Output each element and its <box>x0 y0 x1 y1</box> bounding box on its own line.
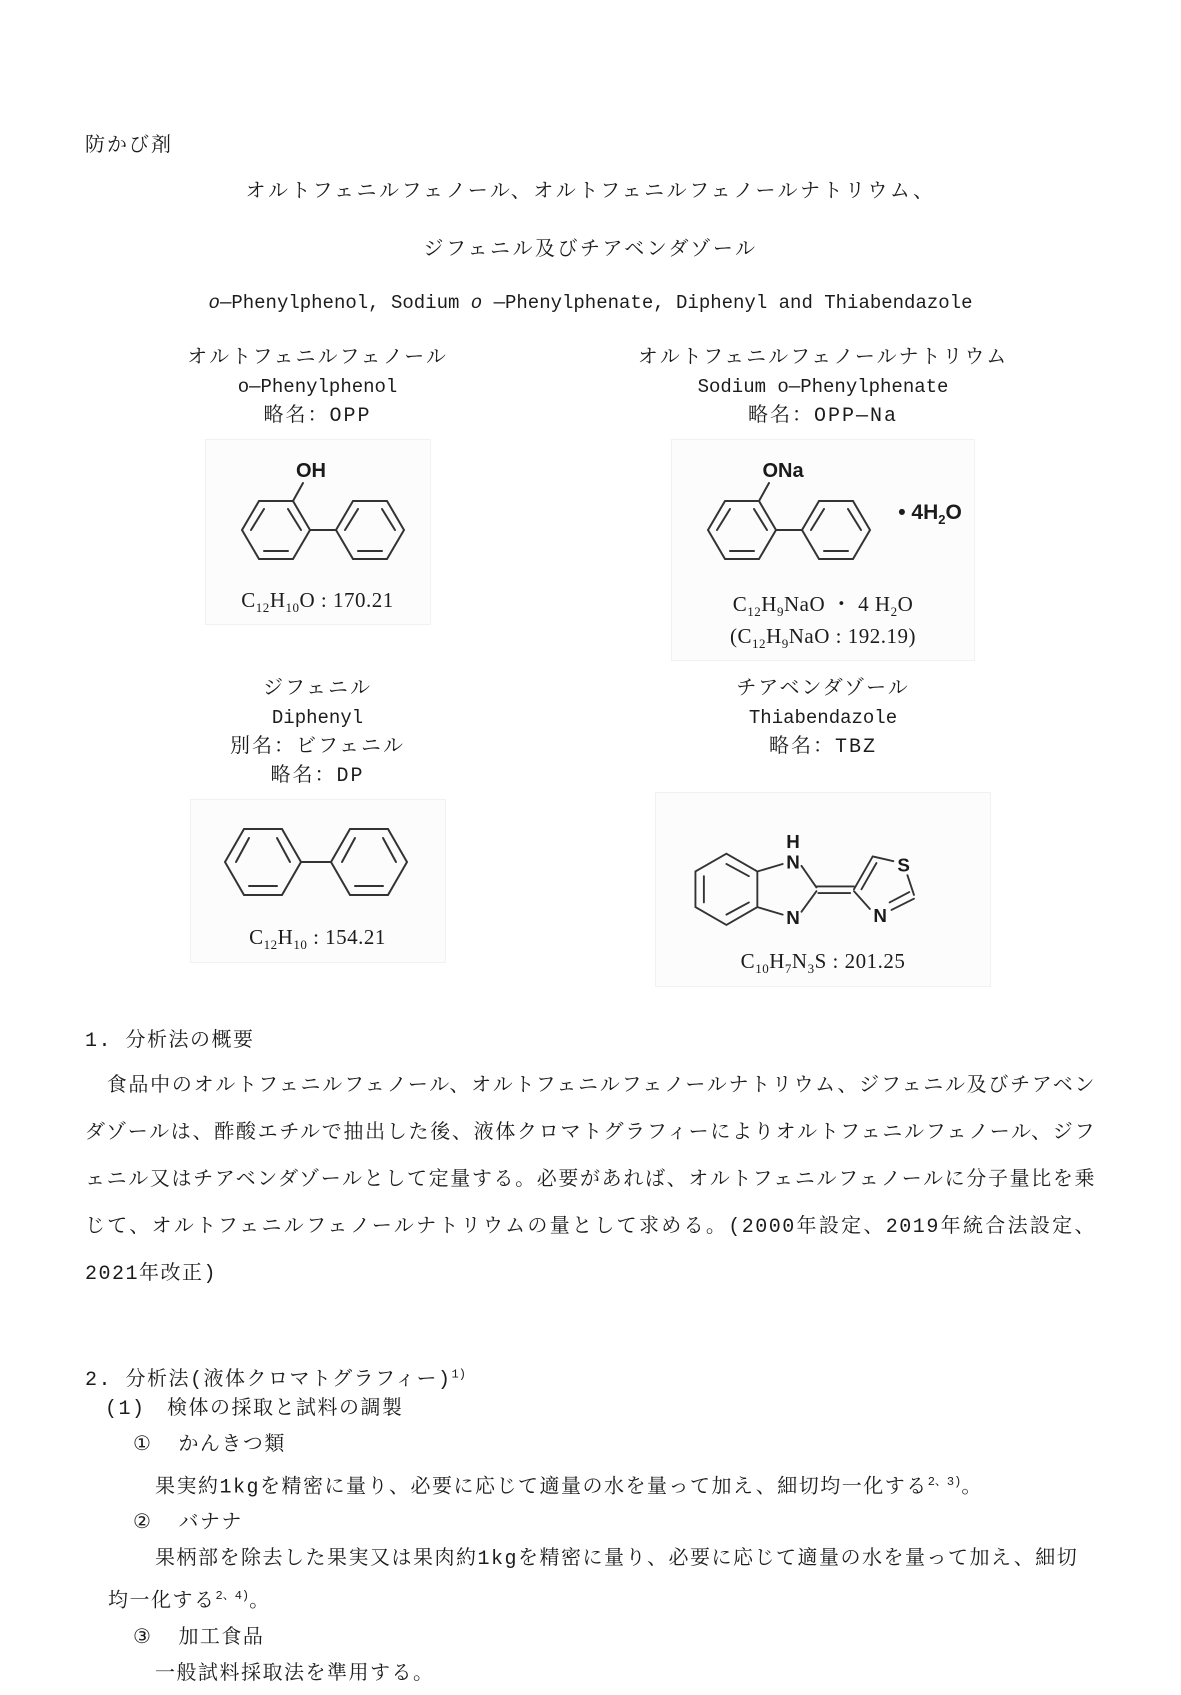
section2-heading <box>85 1362 1096 1392</box>
section1-heading: 1. 分析法の概要 <box>85 1029 255 1053</box>
item-2-head <box>85 1506 1096 1542</box>
ona-atom-label: ONa <box>762 460 804 482</box>
dp-name-ja: ジフェニル <box>263 678 373 702</box>
item-2-body-tail: 。 <box>249 1590 271 1614</box>
item-1-head <box>85 1428 1096 1464</box>
oppna-hydrate-label: • $4H_2O$ <box>898 500 962 528</box>
tbz-name-ja: チアベンダゾール <box>736 678 910 702</box>
compound-oppna <box>550 344 1096 661</box>
tbz-abbr: 略名：TBZ <box>769 736 878 760</box>
opp-structure-diagram <box>218 450 418 578</box>
item-1-body <box>85 1464 1096 1507</box>
compound-row-2 <box>85 675 1096 986</box>
tbz-name-en: Thiabendazole <box>748 707 898 730</box>
item-3-body <box>85 1657 1096 1693</box>
oppna-structure-row <box>684 450 962 578</box>
opp-name-ja: オルトフェニルフェノール <box>187 347 448 370</box>
title-english-part1: —Phenylphenol, Sodium <box>219 292 471 314</box>
item-2-footnote-ref: 2、4) <box>215 1589 250 1604</box>
dp-abbr: 略名：DP <box>270 765 365 789</box>
oppna-formula-hydrate: $C_{12}H_9NaO$ ・ 4 $H_2O$ <box>732 592 914 620</box>
tbz-nh-atom-label: N <box>786 852 800 874</box>
tbz-s-atom-label: S <box>897 854 910 876</box>
oppna-structure-box <box>671 439 975 661</box>
item-1-body-tail: 。 <box>961 1476 983 1500</box>
title-english-o2: o <box>470 292 483 314</box>
opp-formula: $C_{12}H_{10}O$ : 170.21 <box>241 588 394 616</box>
tbz-n-bottom-atom-label: N <box>786 907 800 929</box>
item-2-body <box>85 1542 1096 1621</box>
dp-structure-diagram <box>203 810 433 915</box>
tbz-n-thiazole-atom-label: N <box>873 905 888 927</box>
item-2-marker: ② <box>133 1512 153 1536</box>
item-1-body-text: 果実約1kgを精密に量り、必要に応じて適量の水を量って加え、細切均一化する <box>155 1476 928 1500</box>
item-3-label: 加工食品 <box>178 1626 265 1650</box>
dp-alias: 別名：ビフェニル <box>230 736 406 760</box>
title-english <box>85 292 1096 314</box>
oppna-abbr: 略名：OPP—Na <box>748 405 899 428</box>
dp-structure-box <box>190 799 446 962</box>
tbz-structure-box <box>655 792 991 986</box>
item-3-head <box>85 1621 1096 1657</box>
opp-abbr: 略名：OPP <box>263 405 372 428</box>
dp-formula: $C_{12}H_{10}$ : 154.21 <box>249 925 386 953</box>
item-1-label: かんきつ類 <box>178 1433 286 1457</box>
item-3-marker: ③ <box>133 1626 153 1650</box>
opp-name-en: o—Phenylphenol <box>237 376 398 398</box>
tbz-h-atom-label: H <box>786 831 800 853</box>
tbz-structure-diagram <box>668 803 978 939</box>
title-japanese-line1: オルトフェニルフェノール、オルトフェニルフェノールナトリウム、 <box>245 181 936 204</box>
category-label: 防かび剤 <box>85 135 173 158</box>
compound-tbz <box>550 675 1096 986</box>
title-english-part2: —Phenylphenate, Diphenyl and Thiabendazole <box>482 292 973 314</box>
item-3-body-text: 一般試料採取法を準用する。 <box>155 1662 435 1686</box>
oh-atom-label: OH <box>295 460 326 482</box>
tbz-formula: $C_{10}H_7N_3S$ : 201.25 <box>740 949 906 977</box>
dp-name-en: Diphenyl <box>271 707 364 730</box>
section2-heading-text: 2. 分析法(液体クロマトグラフィー) <box>85 1368 452 1392</box>
section2-heading-footnote-ref: 1) <box>451 1366 466 1381</box>
compound-row-1 <box>85 344 1096 661</box>
title-japanese-line2: ジフェニル及びチアベンダゾール <box>423 239 758 262</box>
opp-structure-box <box>205 439 431 625</box>
item-1-marker: ① <box>133 1433 153 1457</box>
compound-dp <box>85 675 550 986</box>
title-english-o1: o <box>208 292 220 314</box>
oppna-name-ja: オルトフェニルフェノールナトリウム <box>637 347 1009 370</box>
section2-sub1: (1) 検体の採取と試料の調製 <box>105 1397 404 1421</box>
oppna-structure-diagram <box>684 450 884 578</box>
item-2-label: バナナ <box>178 1512 243 1536</box>
section1-paragraph: 食品中のオルトフェニルフェノール、オルトフェニルフェノールナトリウム、ジフェニル及びチアベンダゾールは、酢酸エチルで抽出した後、液体クロマトグラフィーによりオルトフェニルフェノール、ジフェニル又はチアベンダゾールとして定量する。必要があれば、オルトフェニルフェノールに分子量比を乗じて、オルトフェニルフェノールナトリウムの量として求める。(2000年設定、2019年統合法設定、2021年改正) <box>85 1074 1096 1286</box>
item-2-body-text: 果柄部を除去した果実又は果肉約1kgを精密に量り、必要に応じて適量の水を量って加え、細切均一化する <box>108 1548 1079 1614</box>
oppna-formula-anhydrous: ($C_{12}H_9NaO$ : 192.19) <box>730 624 916 652</box>
compound-opp <box>85 344 550 661</box>
item-1-footnote-ref: 2、3) <box>927 1474 962 1489</box>
oppna-name-en: Sodium o—Phenylphenate <box>697 376 949 398</box>
